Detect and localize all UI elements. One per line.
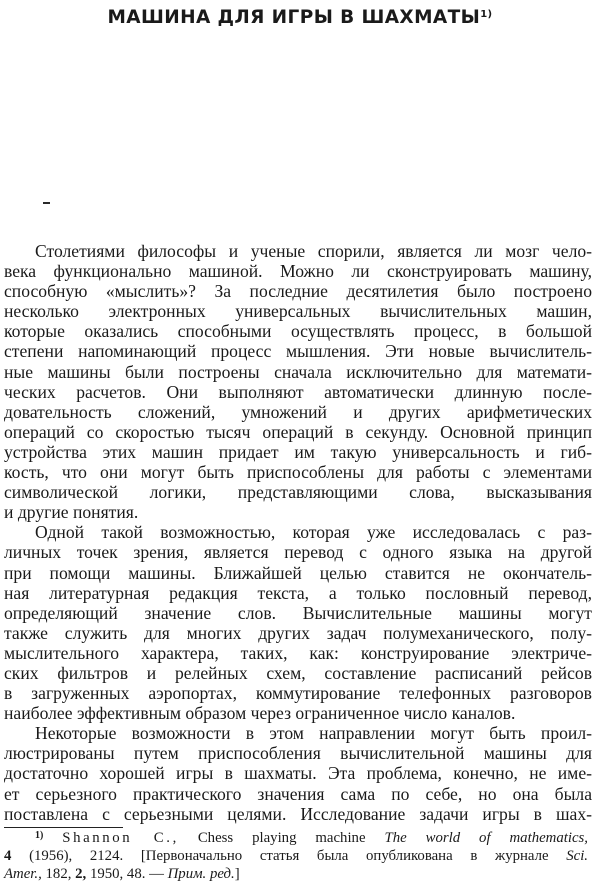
text-line: при помощи машины. Ближайшей целью ставится не окончатель- [4,562,592,583]
text-line: устройства этих машин придает им такую универсальность и гиб- [4,441,592,462]
footnote-line [4,829,588,847]
footnote-journal-2-cont: Amer., [4,866,42,882]
text-line: ная литературная редакция текста, а только пословный перевод, [4,582,592,603]
text-line: мыслительного характера, таких, как: конструирование электриче- [4,642,592,663]
footnote-volume-2: 182, [45,866,72,882]
footnote-title: Chess playing machine [197,830,366,846]
text-line: степени напоминающий процесс мышления. Эти новые вычислитель- [4,341,592,362]
text-line: определяющий значение слов. Вычислительные машины могут [4,602,592,623]
text-line: личных точек зрения, является перевод с одного языка на другой [4,542,592,563]
text-line: Одной такой возможностью, которая уже исследовалась с раз- [35,522,592,543]
text-line: Столетиями философы и ученые спорили, является ли мозг чело- [35,241,592,261]
text-line: ских фильтров и релейных схем, составление расписаний рейсов [4,662,592,683]
footnote-journal: The world of mathematics, [384,830,588,846]
text-line: символической логики, представляющими слова, высказывания [4,482,592,503]
footnote-year-page: 1950, 48. — [89,866,164,882]
title-footnote-mark[interactable]: 1) [480,9,493,20]
footnote-volume: 4 [4,848,12,864]
footnote-editor-note: Прим. ред. [167,866,235,882]
footnote-journal-2: Sci. [566,848,589,864]
footnote-author: Shannon C., [62,830,179,846]
text-line: кость, что они могут быть приспособлены для работы с элементами [4,462,592,483]
text-line: Некоторые возможности в этом направлении могут быть проил- [35,723,592,744]
footnote-issue: 2, [75,866,87,882]
text-line: поставлена с серьезными целями. Исследование задачи игры в шах- [4,803,592,824]
title-text: МАШИНА ДЛЯ ИГРЫ В ШАХМАТЫ [107,7,481,28]
decorative-dash [43,202,50,204]
article-body [4,241,592,824]
text-line: также служить для многих других задач полумеханического, полу- [4,622,592,643]
footnote-line [4,865,588,883]
text-line: способную «мыслить»? За последние десятилетия было построено [4,281,592,302]
text-line: ет серьезного практического значения сама по себе, но она была [4,783,592,804]
page-title [0,6,600,30]
footnote-citation: (1956), 2124. [Первоначально статья была опубликована в журнале [29,848,549,864]
text-line: люстрированы путем приспособления вычислительной машины для [4,743,592,764]
text-line: века функционально машиной. Можно ли сконструировать машину, [4,261,592,282]
footnote-rule [4,827,123,828]
text-line: наиболее эффективным образом через ограниченное число каналов. [4,703,516,724]
text-line: достаточно хорошей игры в шахматы. Эта проблема, конечно, не име- [4,763,592,784]
footnote-mark: 1) [35,830,44,841]
text-line: ные машины были построены сначала исключительно для математи- [4,361,592,382]
text-line: ческих расчетов. Они выполняют автоматически длинную после- [4,381,592,402]
text-line: и другие понятия. [4,502,139,523]
text-line: операций со скоростью тысяч операций в секунду. Основной принцип [4,421,592,442]
text-line: несколько электронных универсальных вычислительных машин, [4,301,592,322]
text-line: довательность сложений, умножений и других арифметических [4,401,592,422]
footnote [4,829,588,883]
footnote-line [4,847,588,865]
text-line: в загруженных аэропортах, коммутирование телефонных разговоров [4,683,592,704]
text-line: которые оказались способными осуществлять процесс, в большой [4,321,592,342]
footnote-close-bracket: ] [234,866,240,882]
